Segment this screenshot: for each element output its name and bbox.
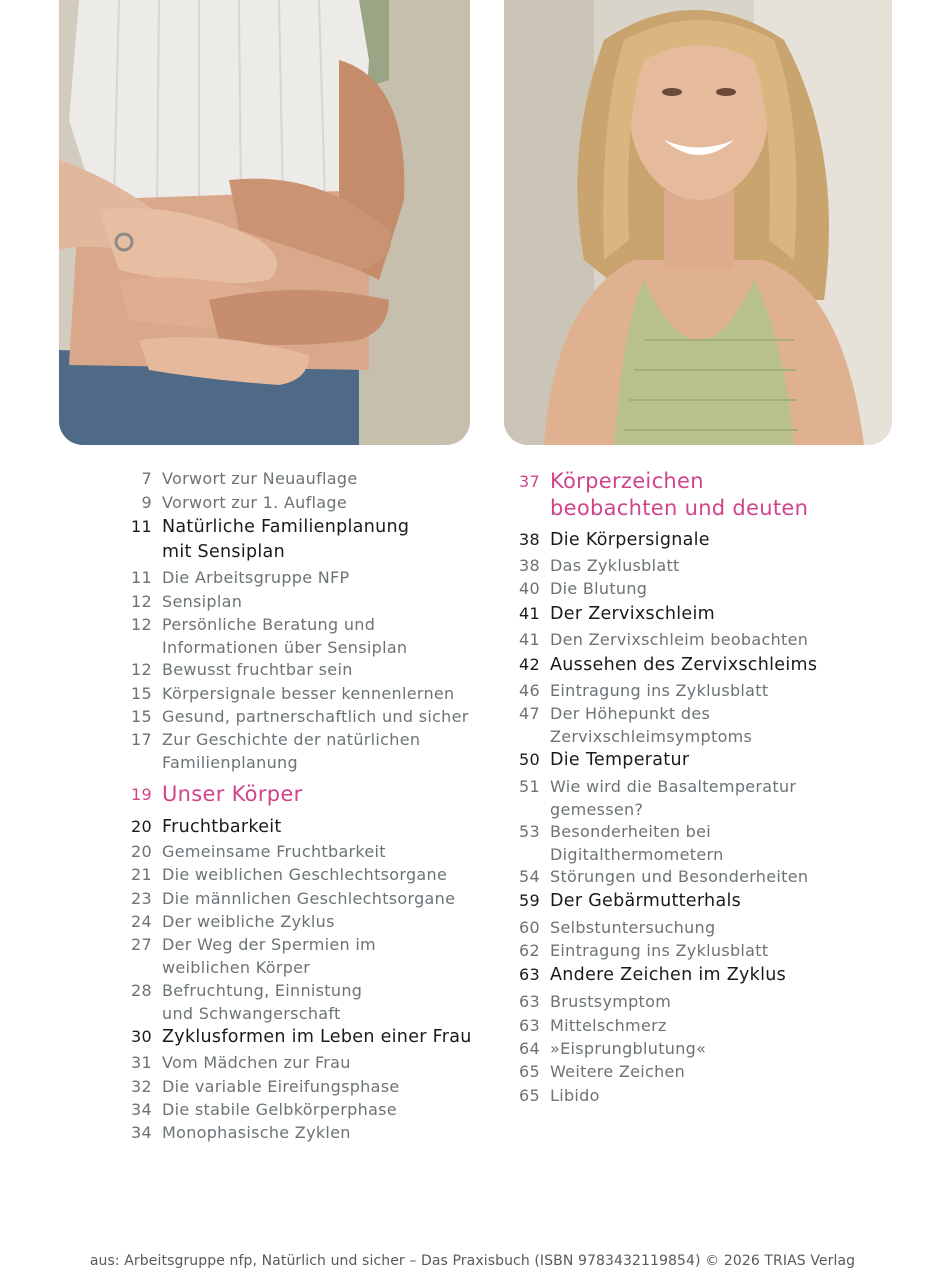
toc-title: Störungen und Besonderheiten — [550, 867, 809, 886]
toc-title: Monophasische Zyklen — [162, 1123, 351, 1142]
toc-page-number: 63 — [519, 965, 540, 984]
toc-page-number: 63 — [519, 992, 540, 1011]
toc-page-number: 62 — [519, 941, 540, 960]
toc-title: Vom Mädchen zur Frau — [162, 1053, 351, 1072]
toc-title: Aussehen des Zervixschleims — [550, 655, 818, 675]
toc-title: Mittelschmerz — [550, 1016, 667, 1035]
toc-title: Die Arbeitsgruppe NFP — [162, 568, 350, 587]
toc-title: Vorwort zur 1. Auflage — [162, 493, 348, 512]
toc-page-number: 15 — [131, 707, 152, 726]
toc-page-number: 34 — [131, 1123, 152, 1142]
toc-title: Persönliche Beratung und Informationen über Sensiplan — [162, 615, 408, 657]
smiling-woman-illustration — [504, 0, 892, 445]
toc-title: Unser Körper — [162, 782, 303, 806]
toc-page-number: 27 — [131, 935, 152, 954]
toc-page-number: 11 — [131, 568, 152, 587]
toc-page-number: 65 — [519, 1086, 540, 1105]
toc-page-number: 24 — [131, 912, 152, 931]
toc-page-number: 20 — [131, 817, 152, 836]
toc-page-number: 65 — [519, 1062, 540, 1081]
toc-page-number: 40 — [519, 579, 540, 598]
toc-title: Natürliche Familienplanung mit Sensiplan — [162, 517, 410, 562]
toc-title: Die Blutung — [550, 579, 648, 598]
toc-page-number: 38 — [519, 530, 540, 549]
toc-title: Der Weg der Spermien im weiblichen Körper — [162, 935, 376, 977]
toc-title: Der Zervixschleim — [550, 604, 715, 624]
toc-title: Wie wird die Basaltemperatur gemessen? — [550, 777, 797, 819]
toc-page-number: 34 — [131, 1100, 152, 1119]
toc-page-number: 41 — [519, 604, 540, 623]
toc-title: Vorwort zur Neuauflage — [162, 469, 358, 488]
toc-page-number: 28 — [131, 981, 152, 1000]
toc-title: Die stabile Gelbkörperphase — [162, 1100, 397, 1119]
toc-title: Den Zervixschleim beobachten — [550, 630, 809, 649]
toc-page-number: 60 — [519, 918, 540, 937]
toc-title: Zyklusformen im Leben einer Frau — [162, 1027, 472, 1047]
toc-page-number: 12 — [131, 592, 152, 611]
toc-title: Der Höhepunkt des Zervixschleimsymptoms — [550, 704, 753, 746]
toc-page-number: 32 — [131, 1077, 152, 1096]
toc-page-number: 54 — [519, 867, 540, 886]
toc-title: Sensiplan — [162, 592, 243, 611]
toc-title: Gemeinsame Fruchtbarkeit — [162, 842, 386, 861]
toc-title: Die männlichen Geschlechtsorgane — [162, 889, 456, 908]
toc-title: »Eisprungblutung« — [550, 1039, 707, 1058]
toc-page-number: 12 — [131, 615, 152, 634]
toc-page-number: 11 — [131, 517, 152, 536]
toc-title: Die weiblichen Geschlechtsorgane — [162, 865, 448, 884]
toc-title: Der weibliche Zyklus — [162, 912, 335, 931]
toc-page-number: 38 — [519, 556, 540, 575]
toc-page-number: 12 — [131, 660, 152, 679]
photo-smiling-woman — [504, 0, 892, 445]
toc-title: Die Temperatur — [550, 750, 690, 770]
toc-page-number: 21 — [131, 865, 152, 884]
toc-title: Der Gebärmutterhals — [550, 891, 742, 911]
toc-title: Die variable Eireifungsphase — [162, 1077, 400, 1096]
toc-page-number: 50 — [519, 750, 540, 769]
toc-title: Weitere Zeichen — [550, 1062, 686, 1081]
toc-page-number: 23 — [131, 889, 152, 908]
toc-page-number: 15 — [131, 684, 152, 703]
toc-title: Die Körpersignale — [550, 530, 710, 550]
toc-page-number: 7 — [141, 469, 152, 488]
photo-hands-on-belly — [59, 0, 470, 445]
toc-page-number: 17 — [131, 730, 152, 749]
toc-page-number: 51 — [519, 777, 540, 796]
toc-title: Befruchtung, Einnistung und Schwangerschaft — [162, 981, 363, 1023]
toc-title: Fruchtbarkeit — [162, 817, 282, 837]
toc-page-number: 64 — [519, 1039, 540, 1058]
footer-citation: aus: Arbeitsgruppe nfp, Natürlich und sicher – Das Praxisbuch (ISBN 9783432119854) © 2026 TRIAS Verlag — [89, 1253, 856, 1269]
toc-title: Libido — [550, 1086, 600, 1105]
toc-title: Eintragung ins Zyklusblatt — [550, 681, 769, 700]
toc-page-number: 20 — [131, 842, 152, 861]
toc-page-number: 37 — [519, 472, 540, 491]
hands-on-belly-illustration — [59, 0, 470, 445]
toc-title: Selbstuntersuchung — [550, 918, 716, 937]
toc-page-number: 42 — [519, 655, 540, 674]
toc-page-number: 30 — [131, 1027, 152, 1046]
toc-page-number: 47 — [519, 704, 540, 723]
toc-title: Gesund, partnerschaftlich und sicher — [162, 707, 469, 726]
toc-title: Eintragung ins Zyklusblatt — [550, 941, 769, 960]
toc-title: Bewusst fruchtbar sein — [162, 660, 353, 679]
toc-page-number: 19 — [131, 785, 152, 804]
toc-page-number: 41 — [519, 630, 540, 649]
toc-title: Brustsymptom — [550, 992, 672, 1011]
toc-page-number: 31 — [131, 1053, 152, 1072]
toc-title: Körpersignale besser kennenlernen — [162, 684, 455, 703]
toc-page-number: 53 — [519, 822, 540, 841]
toc-page-number: 9 — [141, 493, 152, 512]
toc-title: Zur Geschichte der natürlichen Familienplanung — [162, 730, 421, 772]
toc-page-number: 59 — [519, 891, 540, 910]
toc-title: Besonderheiten bei Digitalthermometern — [550, 822, 724, 864]
toc-title: Andere Zeichen im Zyklus — [550, 965, 787, 985]
toc-title: Körperzeichen beobachten und deuten — [550, 469, 809, 520]
toc-title: Das Zyklusblatt — [550, 556, 680, 575]
toc-page-number: 63 — [519, 1016, 540, 1035]
toc-page-number: 46 — [519, 681, 540, 700]
